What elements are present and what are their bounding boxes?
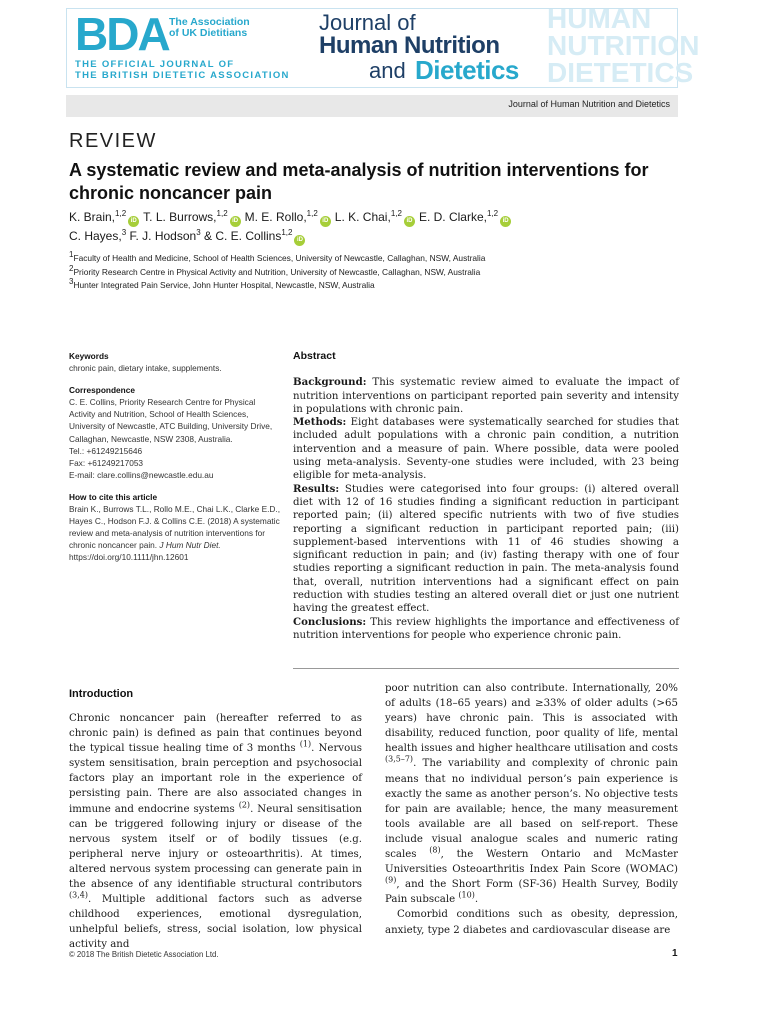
author-affiliation: 3 [121,228,127,237]
author-name: M. E. Rollo, [244,210,307,224]
author-affiliation: 3 [196,228,201,237]
abstract-results: Results: Studies were categorised into four groups: (i) altered overall diet with 12 of 16 studies finding a significant reduction in participant reported pain; (ii) altered specific nutrients with two of five studies reporting a significant reduction in participant reported pain; (iii) supplement-based interventions with 11 of 46 studies showing a significant reduction in pain; and (iv) fasting therapy with one of four studies reporting a significant reduction in pain. The meta-analysis found that, overall, nutrition interventions had a significant effect on pain reduction with studies testing an altered overall diet or just one nutrient having the greatest effect. [293,482,679,615]
cite-doi[interactable]: https://doi.org/10.1111/jhn.12601 [69,552,189,563]
affiliation-line: $^3$Hunter Integrated Pain Service, John Hunter Hospital, Newcastle, NSW, Australia [69,277,375,290]
keywords: chronic pain, dietary intake, supplements. [69,363,222,374]
author-affiliation: 1,2 [486,209,499,218]
correspondence-address: C. E. Collins, Priority Research Centre for Physical Activity and Nutrition, School of Health Sciences, University of Newcastle, ATC Building, University Drive, Callaghan, Newcastle, NSW 2308, Australia. [69,397,273,444]
orcid-icon[interactable]: iD [500,216,511,227]
cite-heading: How to cite this article [69,491,158,502]
orcid-icon[interactable]: iD [404,216,415,227]
author-name: T. L. Burrows, [143,210,217,224]
author-affiliation: 1,2 [281,228,293,237]
orcid-icon[interactable]: iD [320,216,331,227]
author-affiliation: 1,2 [390,209,402,218]
orcid-icon[interactable]: iD [230,216,241,227]
author-list [69,208,679,246]
journal-watermark: HUMAN NUTRITION DIETETICS [547,3,700,88]
orcid-icon[interactable]: iD [294,235,305,246]
correspondence-fax: Fax: +61249217053 [69,457,144,468]
running-head: Journal of Human Nutrition and Dietetics [508,99,670,109]
correspondence-heading: Correspondence [69,385,135,396]
author-name: & C. E. Collins [203,229,282,243]
correspondence-email[interactable]: E-mail: clare.collins@newcastle.edu.au [69,469,214,480]
affiliations [69,252,679,293]
citation[interactable]: (3,5–7) [385,755,414,765]
cite-journal: J Hum Nutr Diet. [159,540,221,551]
copyright: © 2018 The British Dietetic Association Ltd. [69,950,219,959]
author-name: L. K. Chai, [334,210,391,224]
body-column-right [385,681,678,938]
keywords-heading: Keywords [69,351,109,361]
author-affiliation: 1,2 [115,209,127,218]
article-title: A systematic review and meta-analysis of nutrition interventions for chronic noncancer pain [69,160,649,203]
running-head-bar [66,95,678,117]
abstract-conclusions: Conclusions: This review highlights the importance and effectiveness of nutrition interventions for people who experience chronic pain. [293,615,679,641]
citation[interactable]: (2) [238,800,251,810]
abstract [293,350,679,642]
affiliation-line: $^2$Priority Research Centre in Physical Activity and Nutrition, University of Newcastle, Callaghan, NSW, Australia [69,263,481,277]
citation[interactable]: (1) [299,739,312,749]
journal-title-line3: Dietetics [415,55,519,85]
correspondence-tel: Tel.: +61249215646 [69,445,143,456]
body-column-left [69,711,362,953]
abstract-divider [293,668,679,669]
intro-paragraph-1-cont: poor nutrition can also contribute. Internationally, 20% of adults (18–65 years) and ≥33% of older adults (>65 years) have chronic pain. This is associated with disability, reduced function, poor quality of life, mental health issues and higher healthcare utilisation and costs $^{(3,5-7)}$. The variability and complexity of chronic pain means that no individual person’s pain experience is exactly the same as another person’s. No objective tests for pain are available; hence, the many measurement tools available are all based on self-report. These include visual analogue scales and numeric rating scales $^{(8)}$, the Western Ontario and McMaster Universities Osteoarthritis Index Pain Score (WOMAC) $^{(9)}$, and the Short Form (SF-36) Health Survey, Bodily Pain subscale $^{(10)}$. [385,683,678,906]
citation[interactable]: (9) [385,875,397,885]
intro-paragraph-2: Comorbid conditions such as obesity, depression, anxiety, type 2 diabetes and cardiovascular disease are [385,909,678,936]
abstract-heading: Abstract [293,350,336,362]
journal-title-and: and [369,58,406,83]
citation[interactable]: (10) [458,890,475,900]
abstract-background: Background: This systematic review aimed to evaluate the impact of nutrition interventions on participant reported pain severity and intensity in populations with chronic pain. [293,376,679,415]
author-name: K. Brain, [69,210,116,224]
bda-logo: BDA [75,8,169,60]
association-text: The Association of UK Dietitians [169,16,250,39]
page-number: 1 [672,948,678,959]
journal-header-banner [66,3,700,88]
author-name: E. D. Clarke, [418,210,487,224]
orcid-icon[interactable]: iD [128,216,139,227]
journal-title-line1: Journal of [319,10,416,35]
author-name: C. Hayes, [69,229,122,243]
cite-text: Brain K., Burrows T.L., Rollo M.E., Chai L.K., Clarke E.D., Hayes C., Hodson F.J. & Collins C.E. (2018) A systematic review and meta-analysis of nutrition interventions for chronic noncancer pain. J Hum Nutr Diet. [69,504,281,551]
author-name: F. J. Hodson [129,229,197,243]
citation[interactable]: (3,4) [69,890,88,900]
official-journal-text: THE OFFICIAL JOURNAL OF THE BRITISH DIETETIC ASSOCIATION [75,59,290,81]
introduction-heading: Introduction [69,688,134,700]
author-affiliation: 1,2 [306,209,318,218]
intro-paragraph-1: Chronic noncancer pain (hereafter referred to as chronic pain) is defined as pain that continues beyond the typical tissue healing time of 3 months $^{(1)}$. Nervous system sensitisation, brain perception and psychosocial factors play an important role in the experience of persisting pain. There are also associated changes in immune and endocrine systems $^{(2)}$. Neural sensitisation can be triggered following injury or disease of the nervous system itself or of bodily tissues (e.g. peripheral nerve injury or osteoarthritis). At times, altered nervous system processing can generate pain in the absence of any identifiable structural contributors $^{(3,4)}$. Multiple additional factors such as adverse childhood experiences, emotional dysregulation, unhelpful beliefs, stress, social isolation, low physical activity and [69,713,362,951]
article-type: REVIEW [69,130,157,152]
journal-title-line2: Human Nutrition [319,32,500,59]
author-affiliation: 1,2 [216,209,228,218]
abstract-methods: Methods: Eight databases were systematically searched for studies that included adult populations with a chronic pain condition, a nutrition intervention and a measure of pain. Where possible, data were pooled using meta-analysis. Seventy-one studies were included, with 23 being eligible for meta-analysis. [293,416,679,482]
citation[interactable]: (8) [429,845,441,855]
sidebar-info [69,350,281,564]
affiliation-line: $^1$Faculty of Health and Medicine, School of Health Sciences, University of Newcastle, Callaghan, NSW, Australia [69,250,486,263]
